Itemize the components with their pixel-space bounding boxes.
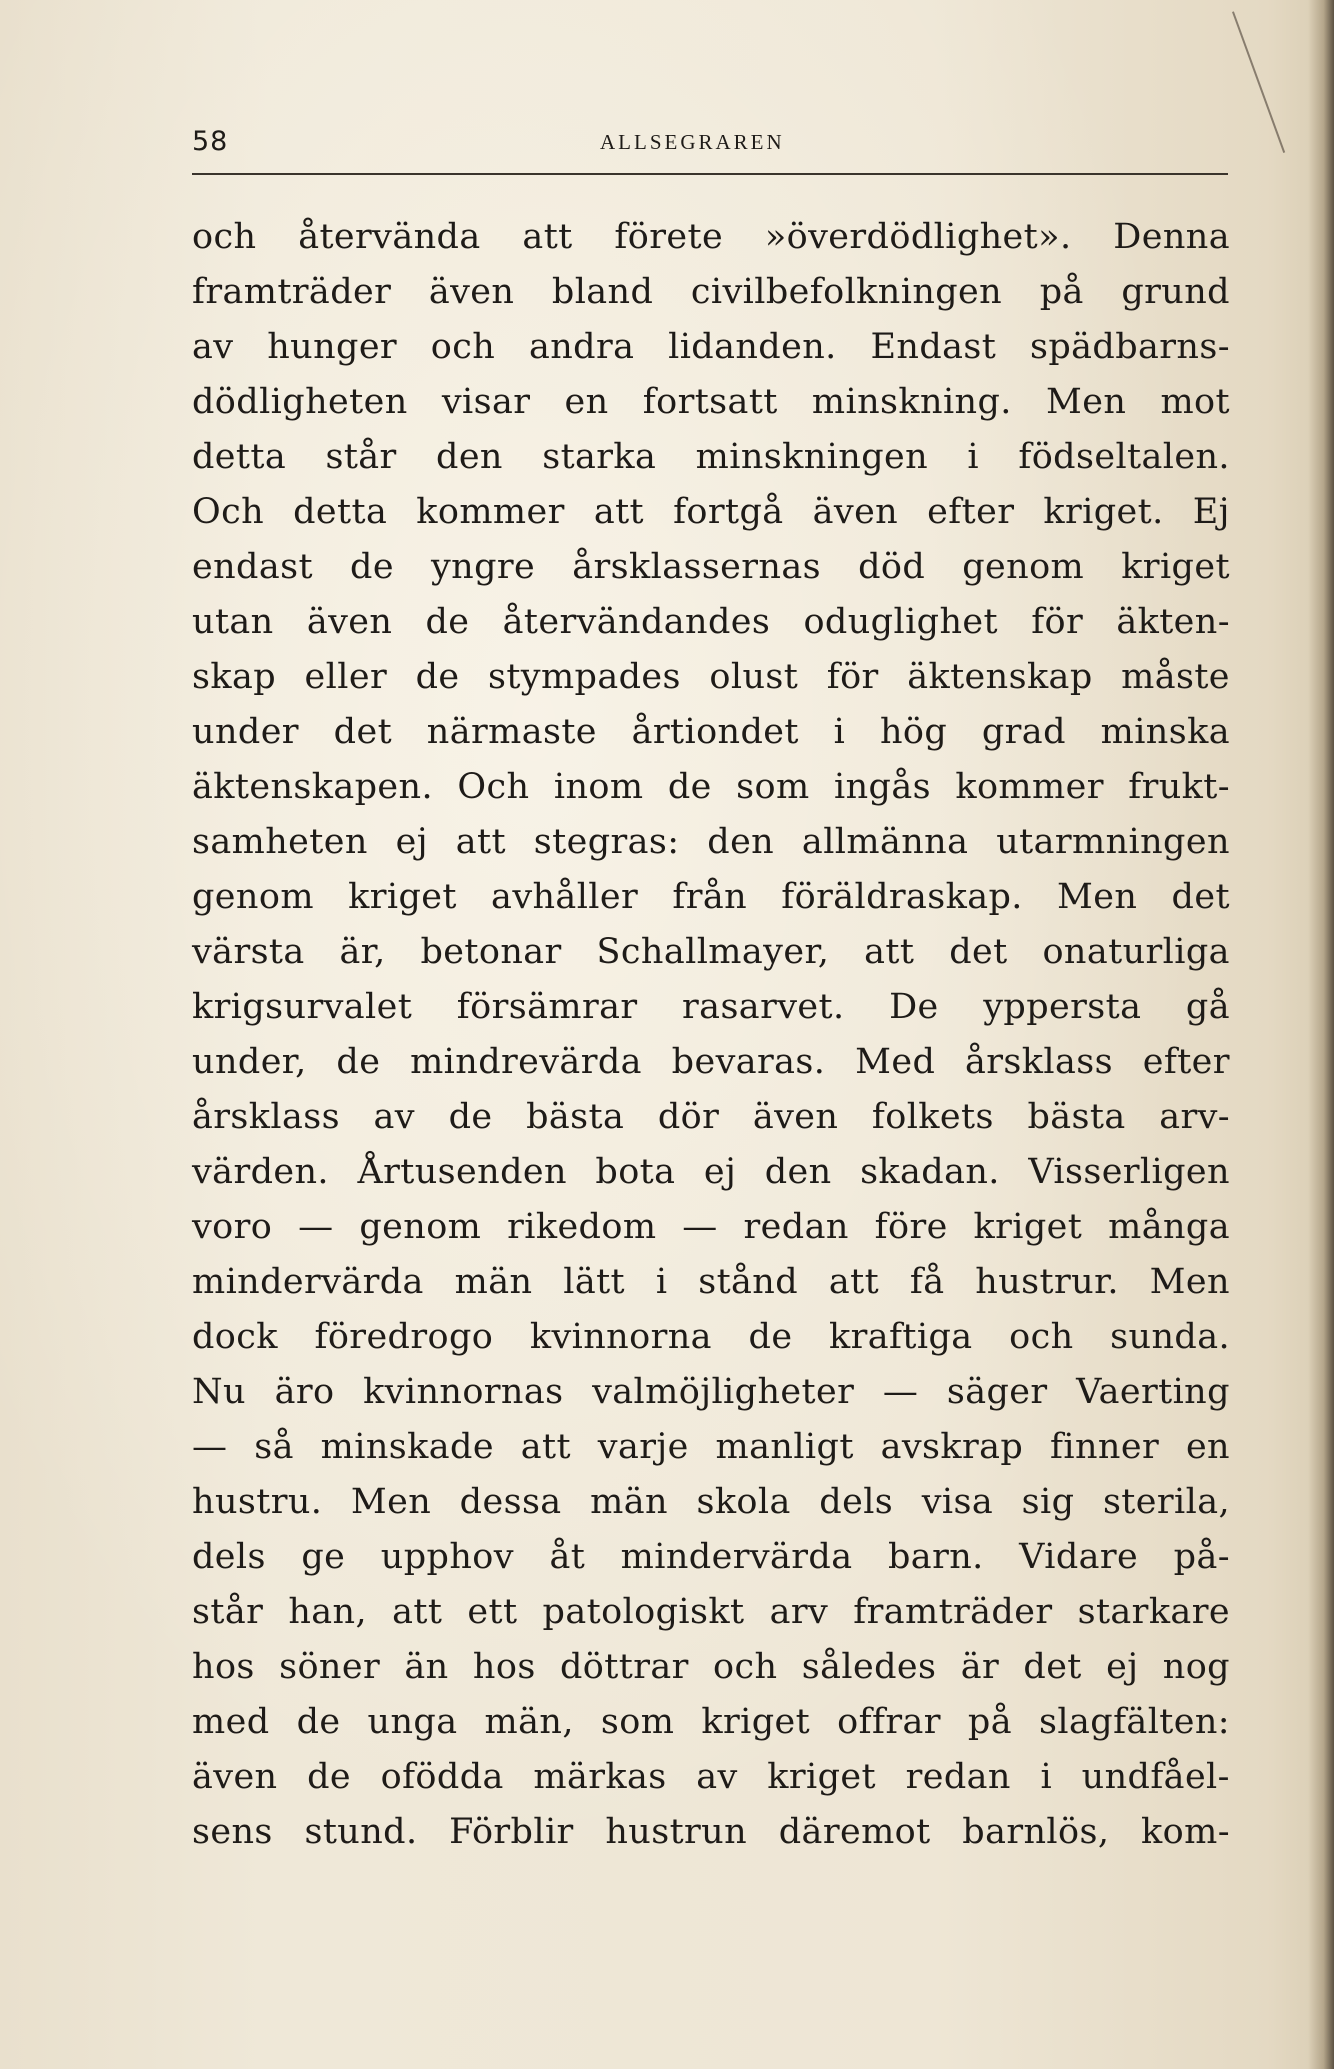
text-line: av hunger och andra lidanden. Endast spädbarns- xyxy=(192,327,1230,367)
text-line: voro — genom rikedom — redan före kriget många xyxy=(192,1207,1230,1247)
text-line: skap eller de stympades olust för äktenskap måste xyxy=(192,657,1230,697)
text-line: samheten ej att stegras: den allmänna utarmningen xyxy=(192,822,1230,862)
text-line: under, de mindrevärda bevaras. Med årsklass efter xyxy=(192,1042,1230,1082)
header-rule xyxy=(192,173,1228,175)
spine-shadow xyxy=(1308,0,1334,2069)
text-line: och återvända att förete »överdödlighet». Denna xyxy=(192,217,1230,257)
text-line: äktenskapen. Och inom de som ingås kommer frukt- xyxy=(192,767,1230,807)
text-line: framträder även bland civilbefolkningen på grund xyxy=(192,272,1230,312)
text-line: står han, att ett patologiskt arv framträder starkare xyxy=(192,1592,1230,1632)
text-line: med de unga män, som kriget offrar på slagfälten: xyxy=(192,1702,1230,1742)
text-line: hos söner än hos döttrar och således är det ej nog xyxy=(192,1647,1230,1687)
text-line: utan även de återvändandes oduglighet för äkten- xyxy=(192,602,1230,642)
running-title: ALLSEGRAREN xyxy=(600,130,785,154)
text-line: värsta är, betonar Schallmayer, att det onaturliga xyxy=(192,932,1230,972)
text-line: värden. Årtusenden bota ej den skadan. Visserligen xyxy=(192,1152,1230,1192)
text-line: Nu äro kvinnornas valmöjligheter — säger Vaerting xyxy=(192,1372,1230,1412)
pencil-stroke xyxy=(1232,11,1285,153)
text-line: genom kriget avhåller från föräldraskap. Men det xyxy=(192,877,1230,917)
text-line: dels ge upphov åt mindervärda barn. Vidare på- xyxy=(192,1537,1230,1577)
text-line: dödligheten visar en fortsatt minskning. Men mot xyxy=(192,382,1230,422)
text-line: Och detta kommer att fortgå även efter kriget. Ej xyxy=(192,492,1230,532)
text-line: krigsurvalet försämrar rasarvet. De yppersta gå xyxy=(192,987,1230,1027)
body-text xyxy=(192,210,1230,1860)
text-line: endast de yngre årsklassernas död genom kriget xyxy=(192,547,1230,587)
text-line: — så minskade att varje manligt avskrap finner en xyxy=(192,1427,1230,1467)
text-line: hustru. Men dessa män skola dels visa sig sterila, xyxy=(192,1482,1230,1522)
text-line: detta står den starka minskningen i födseltalen. xyxy=(192,437,1230,477)
text-line: dock föredrogo kvinnorna de kraftiga och sunda. xyxy=(192,1317,1230,1357)
page-number: 58 xyxy=(192,126,229,157)
text-line: under det närmaste årtiondet i hög grad minska xyxy=(192,712,1230,752)
text-line: sens stund. Förblir hustrun däremot barnlös, kom- xyxy=(192,1812,1230,1852)
page-header xyxy=(192,126,1230,176)
text-line: mindervärda män lätt i stånd att få hustrur. Men xyxy=(192,1262,1230,1302)
text-line: årsklass av de bästa dör även folkets bästa arv- xyxy=(192,1097,1230,1137)
text-line: även de ofödda märkas av kriget redan i undfåel- xyxy=(192,1757,1230,1797)
